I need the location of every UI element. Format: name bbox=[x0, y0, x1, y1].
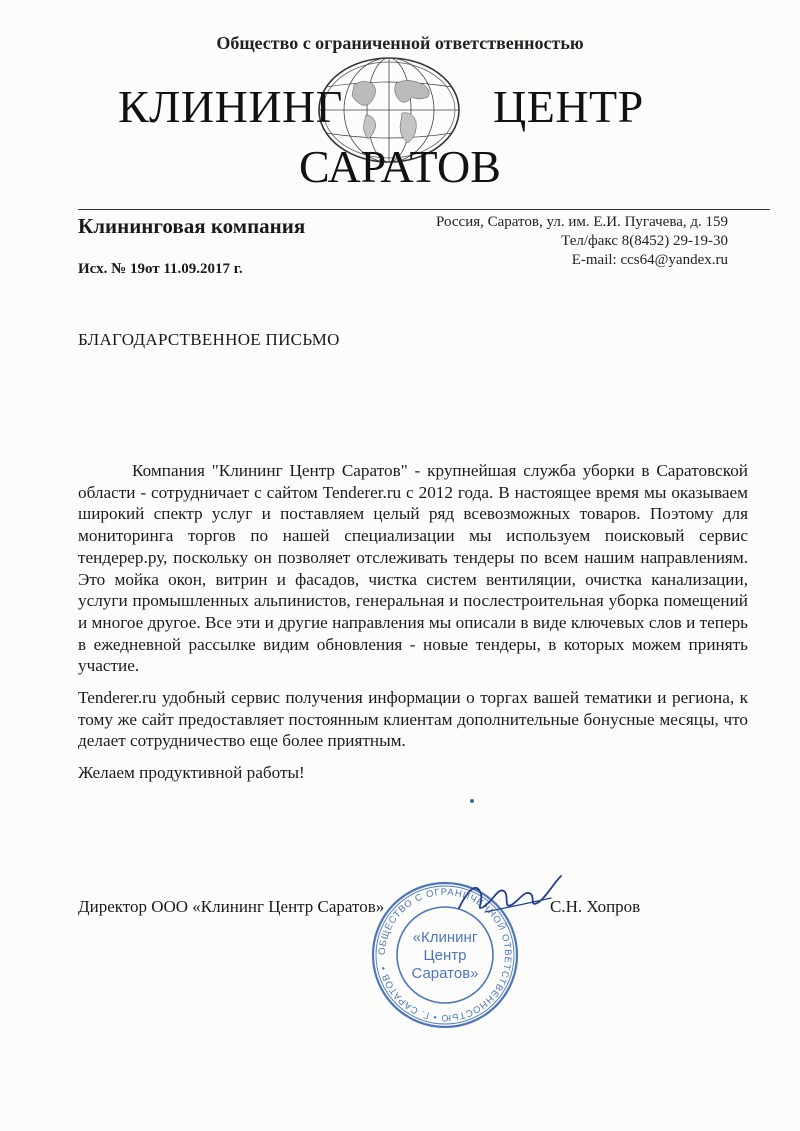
letter-body bbox=[78, 460, 748, 784]
body-paragraph: Tenderer.ru удобный сервис получения информации о торгах вашей тематики и региона, к тому же сайт предоставляет постоянным клиентам дополнительные бонусные месяцы, что делает сотрудничество еще более приятным. bbox=[78, 688, 748, 751]
closing-wish: Желаем продуктивной работы! bbox=[78, 763, 305, 783]
header-divider bbox=[78, 209, 770, 210]
company-label: Клининговая компания bbox=[78, 214, 306, 238]
address-block bbox=[348, 213, 728, 270]
brand-word-right: ЦЕНТР bbox=[493, 81, 644, 132]
address-line: Россия, Саратов, ул. им. Е.И. Пугачева, д. 159 bbox=[436, 214, 728, 230]
stamp-ring-text: ОБЩЕСТВО С ОГРАНИЧЕННОЙ ОТВЕТСТВЕННОСТЬЮ • Г. САРАТОВ • bbox=[376, 886, 514, 1024]
outgoing-reference: Исх. № 19от 11.09.2017 г. bbox=[78, 261, 243, 277]
brand-word-bottom: САРАТОВ bbox=[299, 141, 501, 192]
signer-name: С.Н. Хопров bbox=[550, 897, 641, 916]
brand-word-left: КЛИНИНГ bbox=[118, 81, 343, 132]
ink-speck bbox=[470, 799, 474, 803]
handwritten-signature-icon bbox=[455, 868, 565, 928]
stamp-line: «Клининг bbox=[412, 929, 478, 946]
signer-position: Директор ООО «Клининг Центр Саратов» bbox=[78, 897, 385, 916]
stamp-line: Саратов» bbox=[411, 965, 479, 982]
letter-title: БЛАГОДАРСТВЕННОЕ ПИСЬМО bbox=[78, 330, 340, 349]
body-paragraph: Компания "Клининг Центр Саратов" - крупнейшая служба уборки в Саратовской области - сотрудничает с сайтом Tenderer.ru с 2012 года. В настоящее время мы оказываем широкий спектр услуг и поставляем целый ряд всевозможных товаров. Поэтому для мониторинга торгов по нашей специализации мы используем поисковый сервис тендерер.ру, поскольку он позволяет отслеживать тендеры по всем нашим направлениям. Это мойка окон, витрин и фасадов, чистка систем вентиляции, очистка канализации, услуги промышленных альпинистов, генеральная и послестроительная уборка помещений и многое другое. Все эти и другие направления мы описали в виде ключевых слов и теперь в ежедневной рассылке видим обновления - новые тендеры, в которых можем принять участие. bbox=[78, 461, 748, 676]
email-line: E-mail: ccs64@yandex.ru bbox=[571, 252, 728, 268]
stamp-line: Центр bbox=[423, 947, 467, 964]
phone-line: Тел/факс 8(8452) 29-19-30 bbox=[561, 233, 728, 249]
org-type-line: Общество с ограниченной ответственностью bbox=[216, 33, 584, 53]
